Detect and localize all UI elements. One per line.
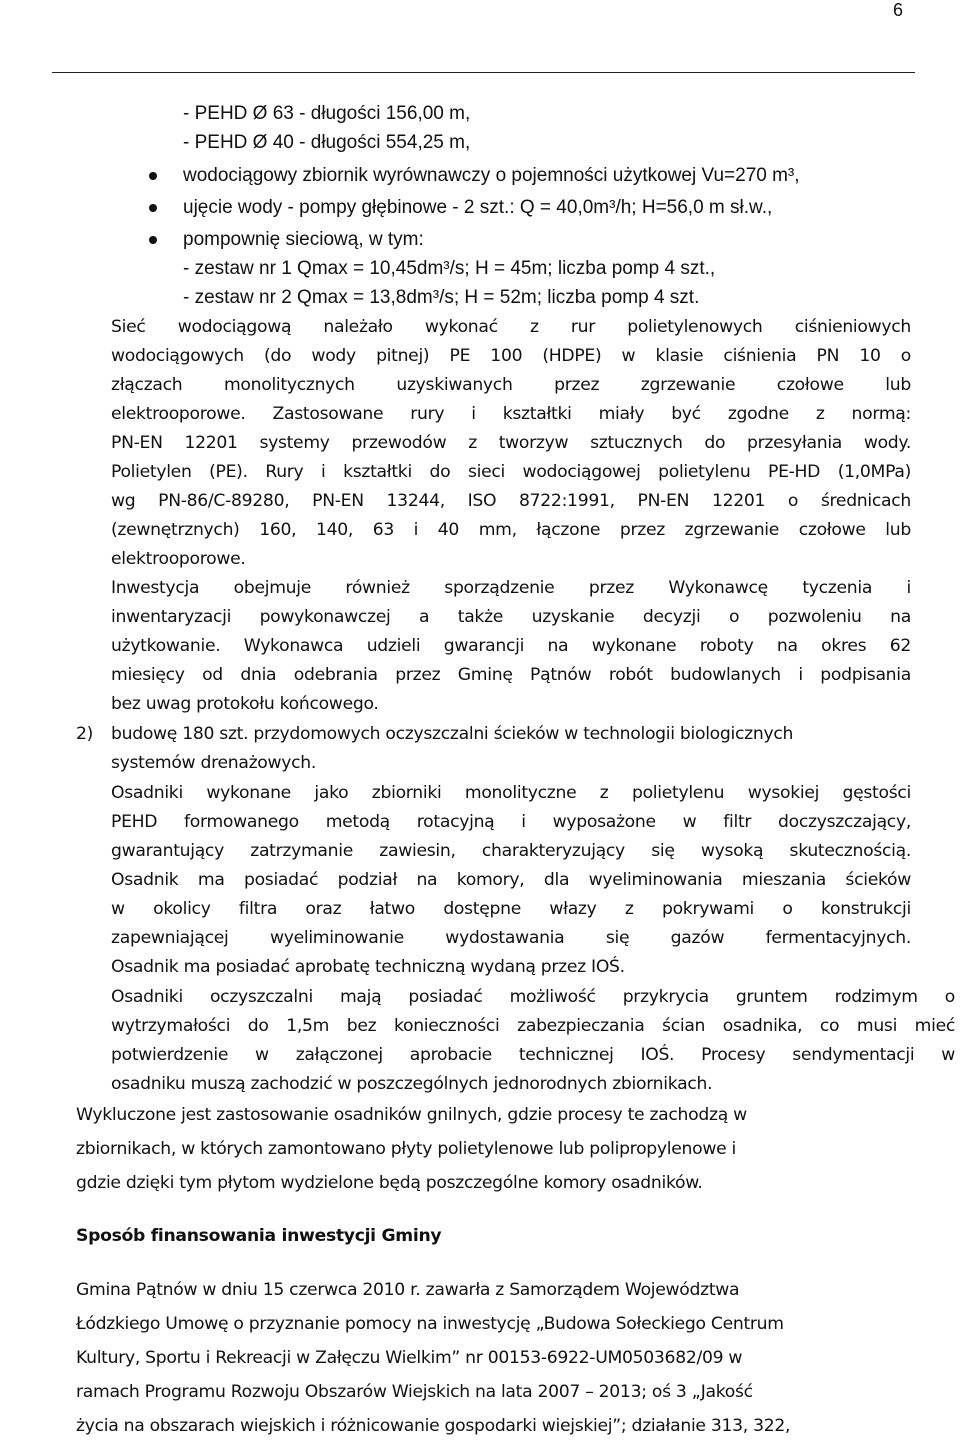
paragraph-line: Osadniki wykonane jako zbiorniki monolityczne z polietylenu wysokiej gęstości: [111, 783, 911, 803]
list-item: systemów drenażowych.: [111, 753, 317, 773]
paragraph-line: zapewniającej wyeliminowanie wydostawania się gazów fermentacyjnych.: [111, 928, 911, 948]
paragraph-line: Osadnik ma posiadać aprobatę techniczną wydaną przez IOŚ.: [111, 957, 625, 977]
paragraph-line: w okolicy filtra oraz łatwo dostępne włazy z pokrywami o konstrukcji: [111, 899, 911, 919]
bullet-icon: [149, 172, 157, 180]
paragraph-line: życia na obszarach wiejskich i różnicowanie gospodarki wiejskiej”; działanie 313, 322,: [76, 1416, 791, 1436]
paragraph-line: PN-EN 12201 systemy przewodów z tworzyw sztucznych do przesyłania wody.: [111, 433, 911, 453]
paragraph-line: wg PN-86/C-89280, PN-EN 13244, ISO 8722:1991, PN-EN 12201 o średnicach: [111, 491, 911, 511]
paragraph-line: gdzie dzięki tym płytom wydzielone będą poszczególne komory osadników.: [76, 1173, 703, 1193]
bullet-icon: [149, 236, 157, 244]
paragraph-line: miesięcy od dnia odebrania przez Gminę Pątnów robót budowlanych i podpisania: [111, 665, 911, 685]
paragraph-line: Wykluczone jest zastosowanie osadników gnilnych, gdzie procesy te zachodzą w: [76, 1105, 747, 1125]
list-item: ujęcie wody - pompy głębinowe - 2 szt.: Q = 40,0m³/h; H=56,0 m sł.w.,: [183, 197, 773, 218]
paragraph-line: zbiornikach, w których zamontowano płyty polietylenowe lub polipropylenowe i: [76, 1139, 737, 1159]
paragraph-line: osadniku muszą zachodzić w poszczególnych jednorodnych zbiornikach.: [111, 1074, 713, 1094]
paragraph-line: wytrzymałości do 1,5m bez konieczności zabezpieczania ścian osadnika, co musi mieć: [111, 1016, 955, 1036]
pump-set-line: - zestaw nr 2 Qmax = 13,8dm³/s; H = 52m; liczba pomp 4 szt.: [183, 287, 700, 308]
header-rule: [52, 72, 915, 73]
paragraph-line: elektrooporowe. Zastosowane rury i kształtki miały być zgodne z normą:: [111, 404, 911, 424]
paragraph-line: Inwestycja obejmuje również sporządzenie przez Wykonawcę tyczenia i: [111, 578, 911, 598]
list-item: wodociągowy zbiornik wyrównawczy o pojemności użytkowej Vu=270 m³,: [183, 165, 800, 186]
paragraph-line: Gmina Pątnów w dniu 15 czerwca 2010 r. zawarła z Samorządem Województwa: [76, 1280, 740, 1300]
pipe-length-line: - PEHD Ø 40 - długości 554,25 m,: [183, 132, 471, 153]
paragraph-line: Polietylen (PE). Rury i kształtki do sieci wodociągowej polietylenu PE-HD (1,0MPa): [111, 462, 911, 482]
paragraph-line: Osadnik ma posiadać podział na komory, dla wyeliminowania mieszania ścieków: [111, 870, 911, 890]
pump-set-line: - zestaw nr 1 Qmax = 10,45dm³/s; H = 45m; liczba pomp 4 szt.,: [183, 258, 716, 279]
paragraph-line: złączach monolitycznych uzyskiwanych przez zgrzewanie czołowe lub: [111, 375, 911, 395]
paragraph-line: Łódzkiego Umowę o przyznanie pomocy na inwestycję „Budowa Sołeckiego Centrum: [76, 1314, 784, 1334]
paragraph-line: (zewnętrznych) 160, 140, 63 i 40 mm, łączone przez zgrzewanie czołowe lub: [111, 520, 911, 540]
list-number: 2): [76, 724, 94, 744]
paragraph-line: PEHD formowanego metodą rotacyjną i wyposażone w filtr doczyszczający,: [111, 812, 911, 832]
paragraph-line: Kultury, Sportu i Rekreacji w Załęczu Wielkim” nr 00153-6922-UM0503682/09 w: [76, 1348, 743, 1368]
paragraph-line: wodociągowych (do wody pitnej) PE 100 (HDPE) w klasie ciśnienia PN 10 o: [111, 346, 911, 366]
paragraph-line: ramach Programu Rozwoju Obszarów Wiejskich na lata 2007 – 2013; oś 3 „Jakość: [76, 1382, 753, 1402]
paragraph-line: Sieć wodociągową należało wykonać z rur polietylenowych ciśnieniowych: [111, 317, 911, 337]
paragraph-line: inwentaryzacji powykonawczej a także uzyskanie decyzji o pozwoleniu na: [111, 607, 911, 627]
paragraph-line: potwierdzenie w załączonej aprobacie technicznej IOŚ. Procesy sendymentacji w: [111, 1045, 955, 1065]
list-item: budowę 180 szt. przydomowych oczyszczalni ścieków w technologii biologicznych: [111, 724, 794, 744]
pipe-length-line: - PEHD Ø 63 - długości 156,00 m,: [183, 103, 471, 124]
paragraph-line: Osadniki oczyszczalni mają posiadać możliwość przykrycia gruntem rodzimym o: [111, 987, 955, 1007]
paragraph-line: gwarantujący zatrzymanie zawiesin, charakteryzujący się wysoką skutecznością.: [111, 841, 911, 861]
paragraph-line: użytkowanie. Wykonawca udzieli gwarancji na wykonane roboty na okres 62: [111, 636, 911, 656]
page-number: 6: [893, 0, 904, 20]
paragraph-line: bez uwag protokołu końcowego.: [111, 694, 379, 714]
bullet-icon: [149, 204, 157, 212]
list-item: pompownię sieciową, w tym:: [183, 229, 424, 250]
paragraph-line: elektrooporowe.: [111, 549, 246, 569]
section-heading: Sposób finansowania inwestycji Gminy: [76, 1226, 442, 1246]
